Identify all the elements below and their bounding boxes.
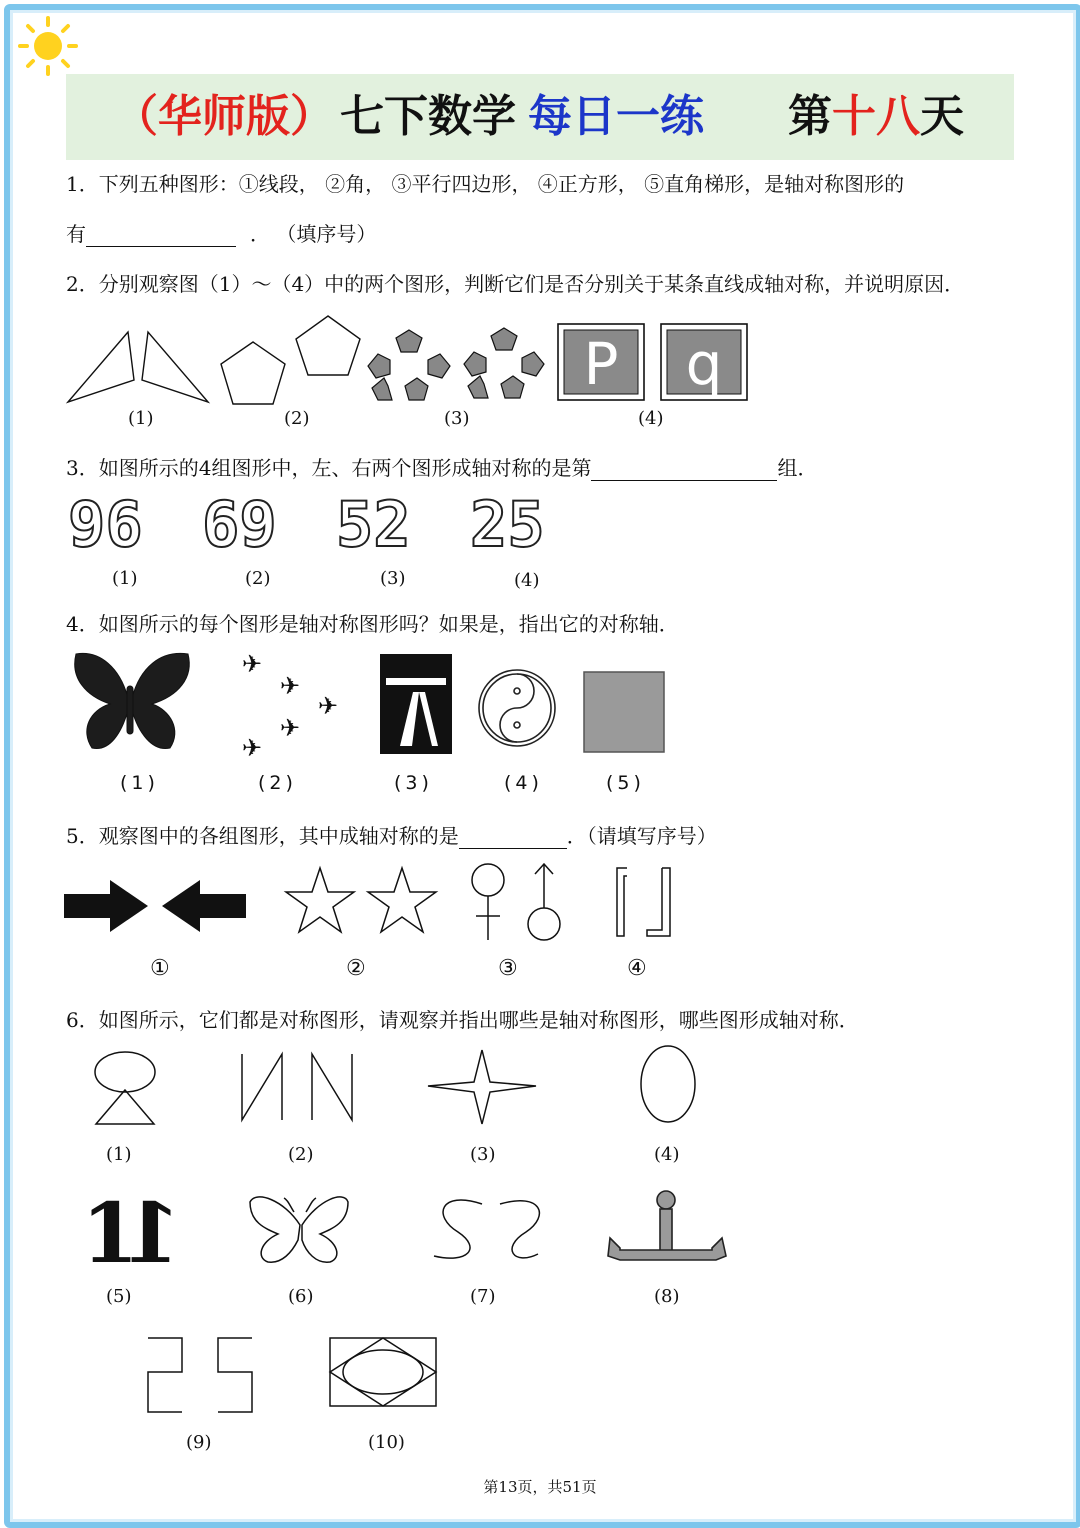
butterfly-icon [75, 653, 190, 748]
q3-pair-1: 96 [68, 488, 143, 561]
q2-pentagon-left [221, 342, 285, 404]
q2-pentagon-right [296, 316, 360, 375]
svg-text:✈: ✈ [242, 650, 263, 678]
q5-label-3: ③ [498, 956, 518, 981]
q3-label-4: (4) [514, 570, 540, 591]
q6-label-10: (10) [368, 1432, 405, 1453]
q6-text: 6．如图所示，它们都是对称图形，请观察并指出哪些是轴对称图形，哪些图形成轴对称． [66, 1008, 859, 1032]
yin-yang-icon [479, 670, 555, 746]
star-icon-left [286, 868, 354, 932]
q1-answer-blank[interactable] [86, 226, 236, 247]
q6-label-2: (2) [288, 1144, 314, 1165]
q3-label-1: (1) [112, 568, 138, 589]
figure-nine-five [148, 1338, 252, 1412]
q1-line2: 有 ． （填序号） [66, 222, 377, 246]
q5-label-4: ④ [627, 956, 647, 981]
q4-label-2: (2) [258, 772, 297, 794]
q5-answer-blank[interactable] [459, 828, 567, 849]
q1-line1: 1．下列五种图形：①线段， ②角， ③平行四边形， ④正方形， ⑤直角梯形，是轴对称图形的 [66, 172, 905, 196]
q6-figures [80, 1040, 760, 1440]
q2-flower-left [368, 330, 450, 400]
left-arrow-icon [162, 880, 246, 932]
svg-text:✈: ✈ [242, 734, 263, 762]
q5-figures [64, 860, 684, 946]
right-arrow-icon [64, 880, 148, 932]
anchor-icon [608, 1191, 726, 1260]
star-icon-right [368, 868, 436, 932]
figure-s-curves [434, 1200, 539, 1258]
q2-label-3: (3) [444, 408, 470, 429]
q2-letter-p: P [583, 330, 619, 398]
figure-ellipse [641, 1046, 695, 1122]
q4-label-1: (1) [120, 772, 159, 794]
q4-text: 4．如图所示的每个图形是轴对称图形吗？如果是，指出它的对称轴． [66, 612, 679, 636]
female-symbol-icon [472, 864, 504, 940]
q2-figures [62, 312, 762, 407]
male-symbol-icon [528, 864, 560, 940]
figure-bold-one-right: 1 [123, 1186, 181, 1282]
q3-pair-2: 69 [202, 488, 277, 561]
edition-label: （华师版） [114, 91, 334, 142]
q5-label-2: ② [346, 956, 366, 981]
q2-triangle-right [142, 332, 208, 402]
q6-label-7: (7) [470, 1286, 496, 1307]
subject-label: 七下数学 [340, 91, 516, 142]
svg-text:✈: ✈ [318, 692, 339, 720]
page-footer: 第13页，共51页 [483, 1478, 597, 1496]
q4-label-5: (5) [606, 772, 645, 794]
figure-balloon-triangle [95, 1052, 155, 1124]
q4-label-3: (3) [394, 772, 433, 794]
day-label: 第十八天 [788, 91, 964, 142]
q3-pair-3: 52 [336, 488, 411, 561]
svg-text:✈: ✈ [280, 672, 301, 700]
q2-label-1: (1) [128, 408, 154, 429]
q4-figures [70, 648, 670, 762]
sun-icon [14, 12, 84, 82]
q2-label-4: (4) [638, 408, 664, 429]
svg-text:✈: ✈ [280, 714, 301, 742]
q3-pair-4: 25 [470, 488, 545, 561]
q4-label-4: (4) [504, 772, 543, 794]
q6-label-3: (3) [470, 1144, 496, 1165]
figure-slanted-lines [242, 1054, 352, 1120]
highway-sign-icon [380, 654, 452, 754]
q5-text: 5．观察图中的各组图形，其中成轴对称的是 ．（请填写序号） [66, 824, 717, 848]
title-banner [66, 74, 1014, 160]
q6-label-8: (8) [654, 1286, 680, 1307]
bracket-right-icon [647, 868, 670, 936]
q6-label-6: (6) [288, 1286, 314, 1307]
figure-four-point-star [428, 1050, 536, 1124]
figure-rect-ellipse [330, 1338, 436, 1406]
q2-flower-right [464, 328, 544, 398]
q2-text: 2．分别观察图（1）～（4）中的两个图形，判断它们是否分别关于某条直线成轴对称，并说明原因． [66, 272, 965, 296]
figure-butterfly-outline [250, 1197, 348, 1262]
q5-label-1: ① [150, 956, 170, 981]
q3-figures [68, 488, 588, 561]
q6-label-4: (4) [654, 1144, 680, 1165]
q3-label-2: (2) [245, 568, 271, 589]
q6-label-1: (1) [106, 1144, 132, 1165]
practice-label: 每日一练 [528, 91, 704, 142]
q2-letter-q: q [685, 330, 723, 398]
q6-label-9: (9) [186, 1432, 212, 1453]
airplane-icons [242, 650, 338, 762]
q2-triangle-left [68, 332, 134, 402]
grey-square-icon [584, 672, 664, 752]
bracket-left-icon [617, 868, 627, 936]
q3-answer-blank[interactable] [591, 460, 777, 481]
q2-label-2: (2) [284, 408, 310, 429]
q6-label-5: (5) [106, 1286, 132, 1307]
figure-bold-one-left: 1 [81, 1186, 139, 1282]
q3-text: 3．如图所示的4组图形中，左、右两个图形成轴对称的是第 组． [66, 456, 818, 480]
q3-label-3: (3) [380, 568, 406, 589]
